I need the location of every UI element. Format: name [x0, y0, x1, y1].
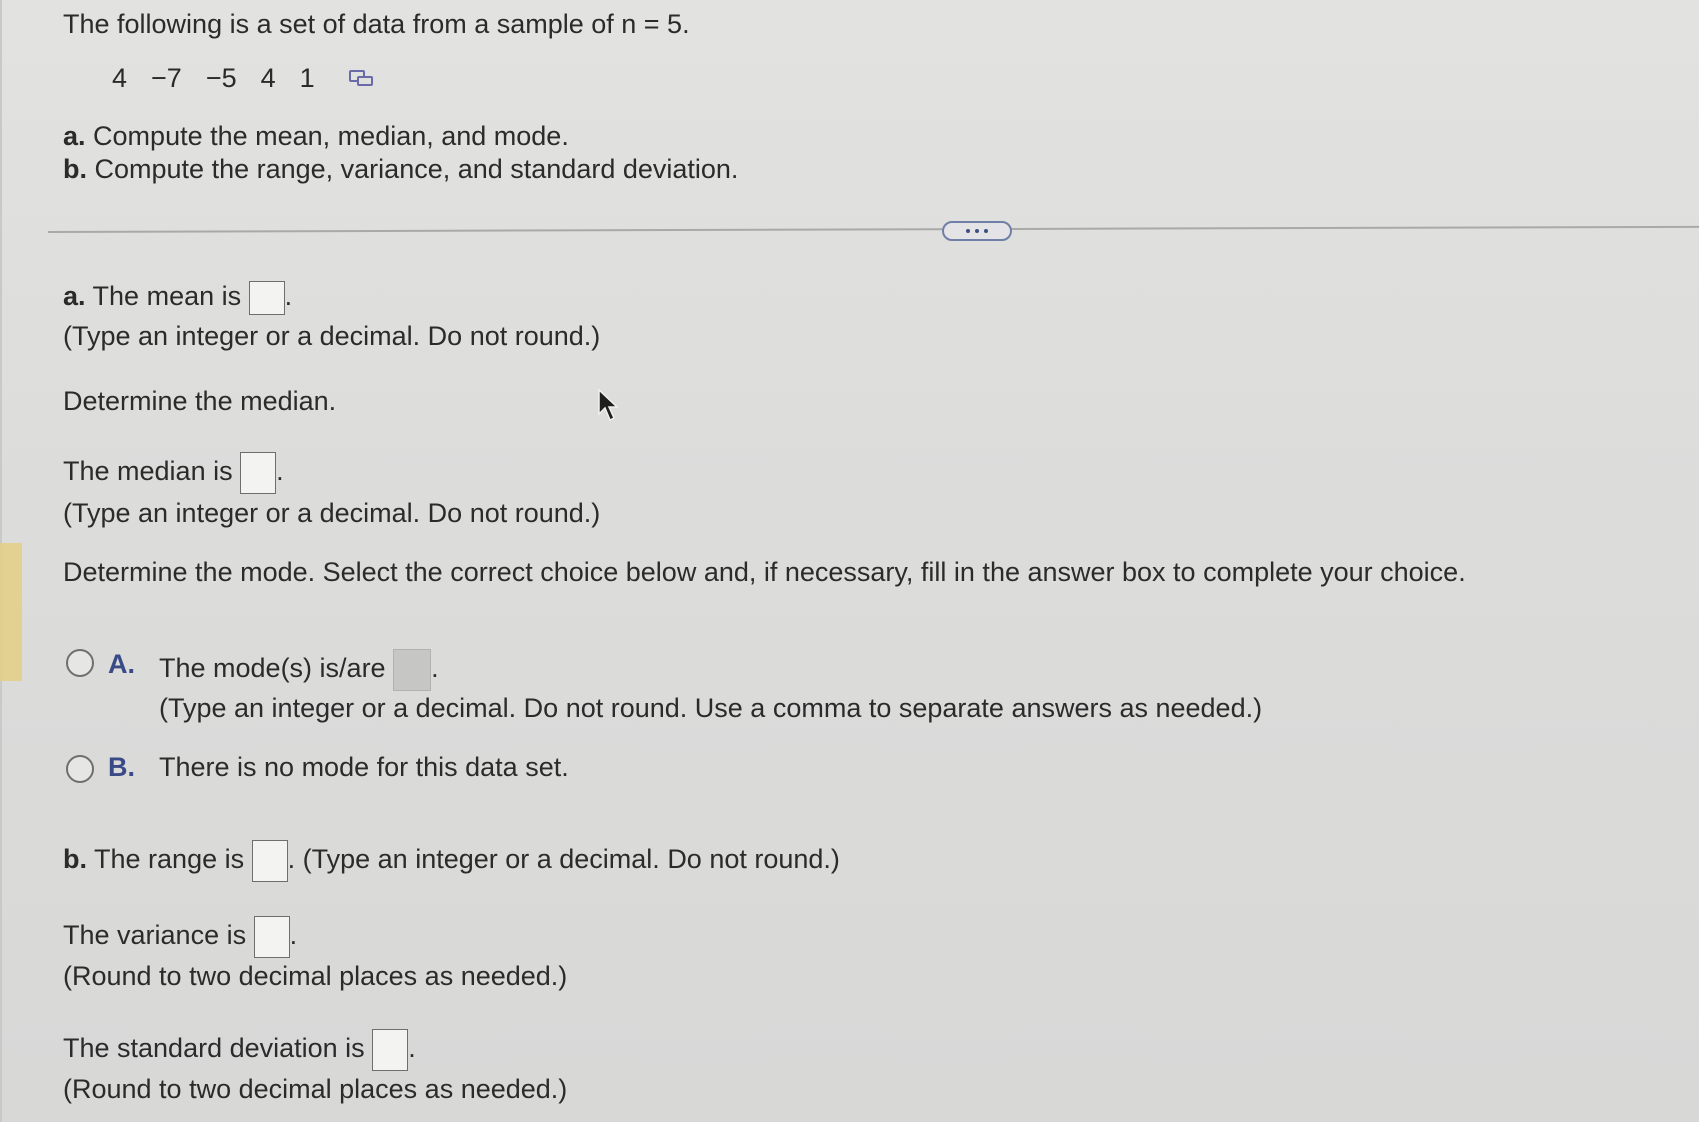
variance-line — [63, 916, 297, 958]
mean-prefix: The mean is — [92, 281, 242, 311]
variance-hint: (Round to two decimal places as needed.) — [63, 961, 568, 991]
std-dev-line — [63, 1029, 416, 1071]
median-line — [63, 452, 284, 494]
std-dev-answer-box[interactable] — [372, 1029, 408, 1071]
median-answer-box[interactable] — [240, 452, 276, 494]
median-heading: Determine the median. — [63, 386, 337, 416]
variance-suffix: . — [289, 920, 298, 951]
mode-answer-box[interactable] — [393, 649, 431, 691]
mean-hint: (Type an integer or a decimal. Do not round.) — [63, 321, 601, 351]
copy-data-icon[interactable] — [349, 68, 375, 88]
std-dev-suffix: . — [408, 1033, 416, 1064]
mode-choice-b-radio[interactable] — [66, 755, 94, 783]
current-part-marker — [0, 543, 22, 681]
range-answer-box[interactable] — [252, 840, 288, 882]
mode-choice-a-hint: (Type an integer or a decimal. Do not round. Use a comma to separate answers as needed.) — [159, 693, 1263, 723]
variance-answer-box[interactable] — [254, 916, 290, 958]
range-line — [63, 840, 840, 882]
median-prefix: The median is — [63, 456, 233, 487]
std-dev-hint: (Round to two decimal places as needed.) — [63, 1074, 568, 1104]
data-value: −5 — [205, 63, 237, 93]
task-b-text: Compute the range, variance, and standard deviation. — [94, 154, 739, 184]
task-a-label: a. — [63, 121, 86, 151]
data-value: 1 — [299, 63, 315, 93]
median-suffix: . — [276, 456, 284, 487]
section-divider — [48, 226, 1699, 233]
data-value: 4 — [112, 63, 128, 93]
question-intro: The following is a set of data from a sample of n = 5. — [63, 9, 690, 39]
task-b — [63, 153, 738, 185]
mode-choice-a-radio[interactable] — [66, 649, 94, 677]
variance-prefix: The variance is — [63, 920, 247, 951]
part-a-label: a. — [63, 281, 86, 311]
data-set — [112, 62, 375, 94]
task-b-label: b. — [63, 154, 87, 184]
mode-choice-a-line — [159, 649, 439, 691]
data-value: −7 — [151, 63, 182, 93]
part-b-label: b. — [63, 844, 87, 875]
mode-heading: Determine the mode. Select the correct choice below and, if necessary, fill in the answer box to complete your choice. — [63, 557, 1466, 587]
more-options-icon — [966, 229, 970, 233]
more-options-button[interactable] — [942, 221, 1012, 241]
mode-choice-a-letter — [108, 648, 135, 680]
task-a-text: Compute the mean, median, and mode. — [93, 121, 569, 151]
mean-suffix: . — [284, 281, 293, 311]
mode-suffix: . — [431, 653, 439, 684]
range-prefix: The range is — [94, 844, 245, 875]
std-dev-prefix: The standard deviation is — [63, 1033, 365, 1064]
mean-answer-box[interactable] — [249, 281, 285, 315]
mode-choice-b-text[interactable]: There is no mode for this data set. — [159, 752, 569, 782]
median-hint: (Type an integer or a decimal. Do not round.) — [63, 498, 601, 528]
mode-prefix: The mode(s) is/are — [159, 653, 386, 684]
data-value: 4 — [260, 63, 276, 93]
mean-line — [63, 280, 292, 315]
mode-choice-b-letter — [108, 751, 135, 783]
choice-a-letter: A. — [108, 649, 135, 679]
mouse-pointer-icon — [597, 388, 623, 424]
range-suffix: . (Type an integer or a decimal. Do not round.) — [287, 844, 840, 875]
choice-b-letter: B. — [108, 752, 135, 782]
task-a — [63, 120, 569, 152]
